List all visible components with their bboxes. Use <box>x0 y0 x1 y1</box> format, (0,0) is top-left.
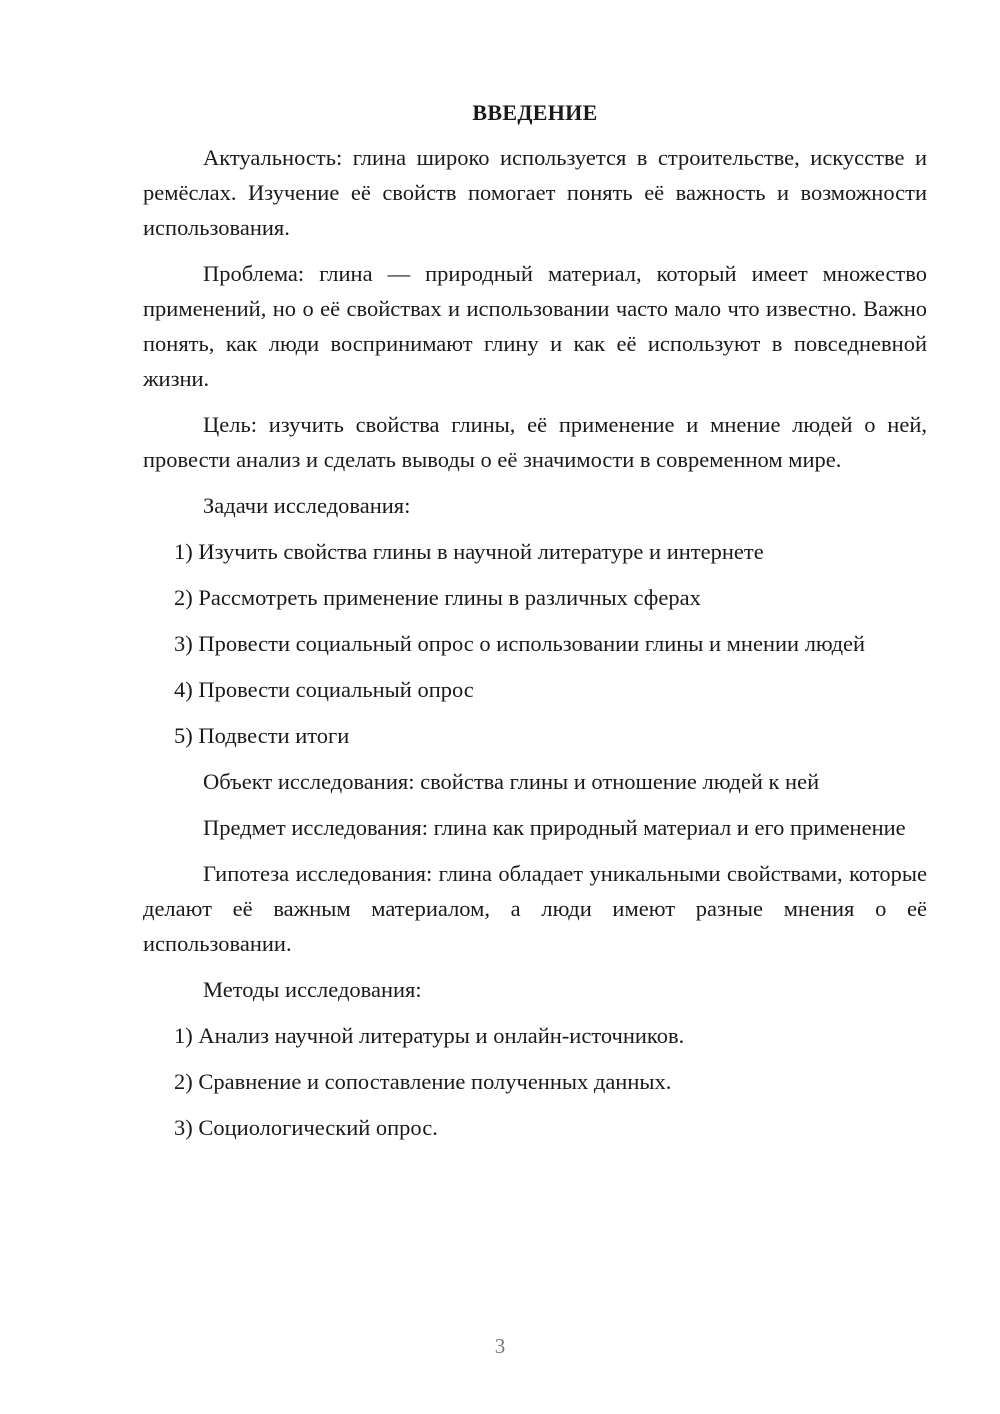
task-item: 3) Провести социальный опрос о использовании глины и мнении людей <box>174 631 866 656</box>
task-item: 2) Рассмотреть применение глины в различных сферах <box>174 585 701 610</box>
task-item: 5) Подвести итоги <box>174 723 350 748</box>
tasks-heading: Задачи исследования: <box>203 493 411 518</box>
page-content <box>143 95 927 1156</box>
hypothesis-paragraph: Гипотеза исследования: глина обладает уникальными свойствами, которые делают её важным материалом, а люди имеют разные мнения о её использовании. <box>143 861 927 956</box>
goal-paragraph: Цель: изучить свойства глины, её применение и мнение людей о ней, провести анализ и сделать выводы о её значимости в современном мире. <box>143 412 927 472</box>
method-item: 1) Анализ научной литературы и онлайн-источников. <box>174 1023 685 1048</box>
method-item: 3) Социологический опрос. <box>174 1115 438 1140</box>
object-paragraph: Объект исследования: свойства глины и отношение людей к ней <box>203 769 820 794</box>
page-number: 3 <box>494 1334 506 1358</box>
relevance-paragraph: Актуальность: глина широко используется в строительстве, искусстве и ремёслах. Изучение её свойств помогает понять её важность и возможности использования. <box>143 145 927 240</box>
task-item: 1) Изучить свойства глины в научной литературе и интернете <box>174 539 764 564</box>
page-title: ВВЕДЕНИЕ <box>472 100 598 125</box>
task-item: 4) Провести социальный опрос <box>174 677 474 702</box>
method-item: 2) Сравнение и сопоставление полученных данных. <box>174 1069 672 1094</box>
problem-paragraph: Проблема: глина — природный материал, который имеет множество применений, но о её свойствах и использовании часто мало что известно. Важно понять, как люди воспринимают глину и как её используют в повседневной жизни. <box>143 261 927 391</box>
subject-paragraph: Предмет исследования: глина как природный материал и его применение <box>203 815 906 840</box>
methods-heading: Методы исследования: <box>203 977 422 1002</box>
